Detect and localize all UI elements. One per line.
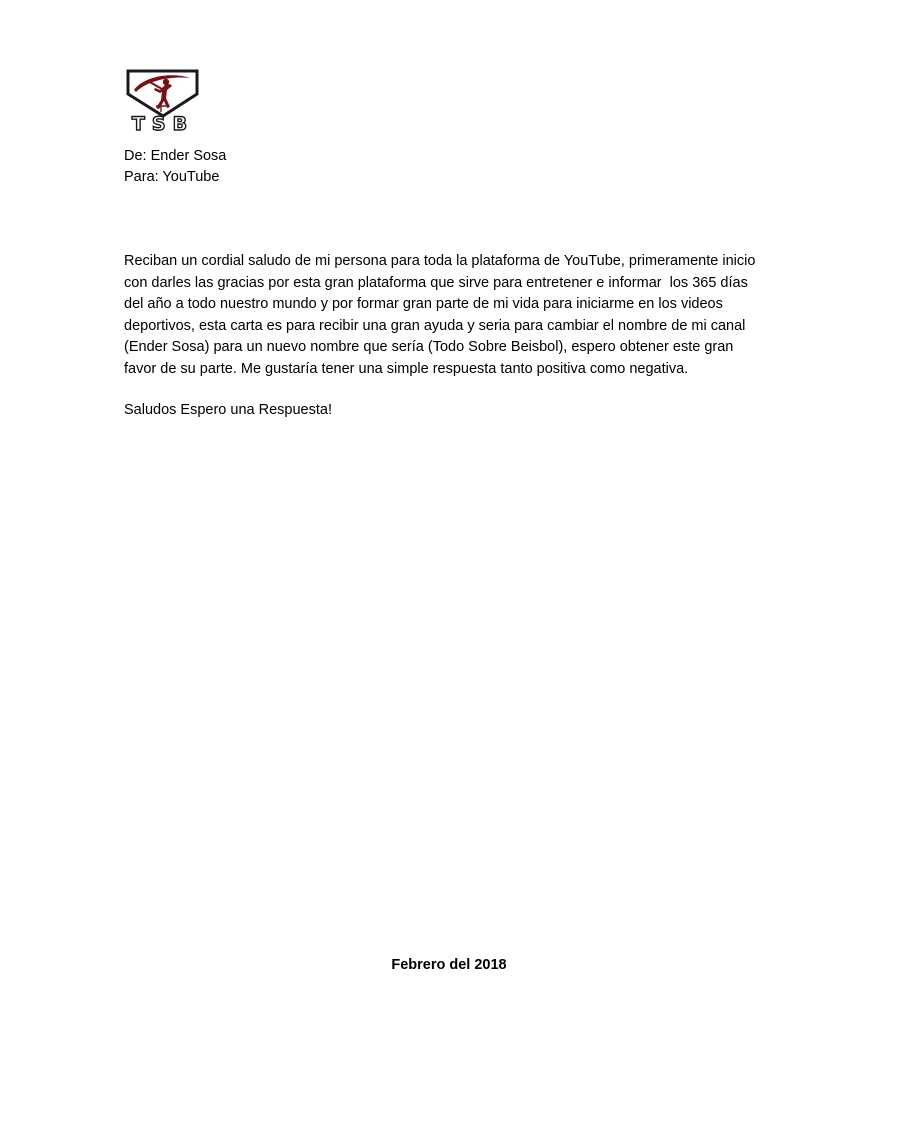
- tsb-logo-graphic: [122, 68, 206, 132]
- tsb-logo-lettering: TSB: [131, 113, 195, 132]
- letter-header: [124, 146, 226, 188]
- body-line: con darles las gracias por esta gran plataforma que sirve para entretener e informar los 365 días: [124, 274, 748, 291]
- body-line: deportivos, esta carta es para recibir una gran ayuda y seria para cambiar el nombre de mi canal: [124, 317, 746, 334]
- letter-closing: Saludos Espero una Respuesta!: [124, 402, 332, 418]
- from-line: De: Ender Sosa: [124, 148, 227, 164]
- letter-body: [124, 251, 784, 381]
- body-line: favor de su parte. Me gustaría tener una simple respuesta tanto positiva como negativa.: [124, 360, 689, 377]
- letter-date: Febrero del 2018: [391, 957, 507, 973]
- to-line: Para: YouTube: [124, 169, 220, 185]
- body-line: Reciban un cordial saludo de mi persona para toda la plataforma de YouTube, primeramente inicio: [124, 253, 756, 269]
- tsb-logo: [122, 68, 206, 132]
- body-line: del año a todo nuestro mundo y por formar gran parte de mi vida para iniciarme en los videos: [124, 296, 723, 313]
- body-line: (Ender Sosa) para un nuevo nombre que sería (Todo Sobre Beisbol), espero obtener este gran: [124, 339, 734, 356]
